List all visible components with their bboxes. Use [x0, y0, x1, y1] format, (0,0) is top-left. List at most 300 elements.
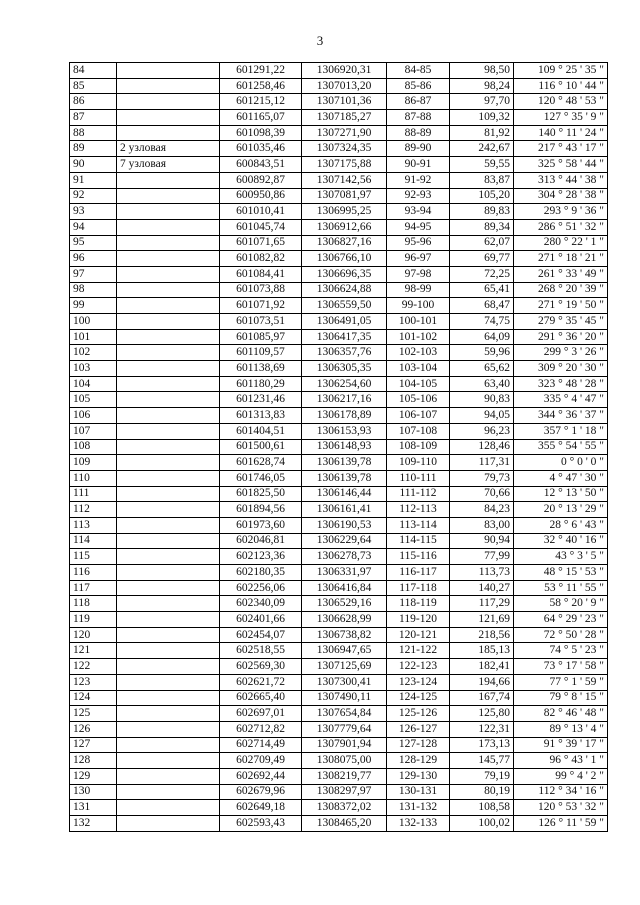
- segment-cell: 125-126: [387, 706, 450, 722]
- x-coordinate-cell: 601098,39: [220, 125, 302, 141]
- x-coordinate-cell: 601291,22: [220, 63, 302, 79]
- x-coordinate-cell: 601894,56: [220, 502, 302, 518]
- direction-angle-cell: 43 ° 3 ' 5 ": [514, 549, 608, 565]
- direction-angle-cell: 28 ° 6 ' 43 ": [514, 517, 608, 533]
- point-number-cell: 118: [70, 596, 117, 612]
- point-number-cell: 124: [70, 690, 117, 706]
- point-number-cell: 131: [70, 800, 117, 816]
- point-note-cell: [117, 345, 220, 361]
- x-coordinate-cell: 602401,66: [220, 612, 302, 628]
- point-note-cell: [117, 674, 220, 690]
- x-coordinate-cell: 601073,51: [220, 314, 302, 330]
- point-number-cell: 85: [70, 78, 117, 94]
- point-number-cell: 88: [70, 125, 117, 141]
- x-coordinate-cell: 602180,35: [220, 565, 302, 581]
- y-coordinate-cell: 1306357,76: [302, 345, 387, 361]
- x-coordinate-cell: 602649,18: [220, 800, 302, 816]
- point-note-cell: [117, 768, 220, 784]
- direction-angle-cell: 120 ° 48 ' 53 ": [514, 94, 608, 110]
- direction-angle-cell: 89 ° 13 ' 4 ": [514, 721, 608, 737]
- x-coordinate-cell: 601746,05: [220, 470, 302, 486]
- y-coordinate-cell: 1308465,20: [302, 816, 387, 832]
- segment-length-cell: 70,66: [450, 486, 514, 502]
- page-number: 3: [316, 33, 324, 48]
- segment-cell: 114-115: [387, 533, 450, 549]
- point-number-cell: 105: [70, 392, 117, 408]
- point-note-cell: [117, 690, 220, 706]
- point-note-cell: [117, 282, 220, 298]
- y-coordinate-cell: 1306947,65: [302, 643, 387, 659]
- point-note-cell: [117, 439, 220, 455]
- direction-angle-cell: 299 ° 3 ' 26 ": [514, 345, 608, 361]
- segment-length-cell: 74,75: [450, 314, 514, 330]
- segment-length-cell: 194,66: [450, 674, 514, 690]
- x-coordinate-cell: 601313,83: [220, 408, 302, 424]
- direction-angle-cell: 20 ° 13 ' 29 ": [514, 502, 608, 518]
- y-coordinate-cell: 1308219,77: [302, 768, 387, 784]
- table-row: [70, 172, 608, 188]
- segment-cell: 120-121: [387, 627, 450, 643]
- point-number-cell: 128: [70, 753, 117, 769]
- segment-cell: 87-88: [387, 110, 450, 126]
- segment-length-cell: 145,77: [450, 753, 514, 769]
- direction-angle-cell: 72 ° 50 ' 28 ": [514, 627, 608, 643]
- direction-angle-cell: 279 ° 35 ' 45 ": [514, 314, 608, 330]
- table-row: [70, 314, 608, 330]
- y-coordinate-cell: 1306146,44: [302, 486, 387, 502]
- table-row: [70, 298, 608, 314]
- table-row: [70, 643, 608, 659]
- point-note-cell: [117, 125, 220, 141]
- point-note-cell: [117, 63, 220, 79]
- segment-length-cell: 218,56: [450, 627, 514, 643]
- point-note-cell: [117, 455, 220, 471]
- segment-length-cell: 98,24: [450, 78, 514, 94]
- segment-length-cell: 69,77: [450, 251, 514, 267]
- segment-length-cell: 105,20: [450, 188, 514, 204]
- point-note-cell: [117, 517, 220, 533]
- x-coordinate-cell: 601165,07: [220, 110, 302, 126]
- table-row: [70, 784, 608, 800]
- point-number-cell: 98: [70, 282, 117, 298]
- x-coordinate-cell: 601071,65: [220, 235, 302, 251]
- y-coordinate-cell: 1308075,00: [302, 753, 387, 769]
- segment-cell: 121-122: [387, 643, 450, 659]
- segment-cell: 131-132: [387, 800, 450, 816]
- direction-angle-cell: 109 ° 25 ' 35 ": [514, 63, 608, 79]
- y-coordinate-cell: 1306139,78: [302, 470, 387, 486]
- segment-cell: 130-131: [387, 784, 450, 800]
- point-note-cell: [117, 659, 220, 675]
- point-number-cell: 106: [70, 408, 117, 424]
- segment-cell: 106-107: [387, 408, 450, 424]
- point-number-cell: 107: [70, 423, 117, 439]
- x-coordinate-cell: 601035,46: [220, 141, 302, 157]
- point-number-cell: 130: [70, 784, 117, 800]
- y-coordinate-cell: 1306738,82: [302, 627, 387, 643]
- direction-angle-cell: 4 ° 47 ' 30 ": [514, 470, 608, 486]
- segment-cell: 112-113: [387, 502, 450, 518]
- direction-angle-cell: 120 ° 53 ' 32 ": [514, 800, 608, 816]
- direction-angle-cell: 309 ° 20 ' 30 ": [514, 361, 608, 377]
- x-coordinate-cell: 602692,44: [220, 768, 302, 784]
- table-row: [70, 502, 608, 518]
- y-coordinate-cell: 1307081,97: [302, 188, 387, 204]
- segment-cell: 108-109: [387, 439, 450, 455]
- y-coordinate-cell: 1306995,25: [302, 204, 387, 220]
- table-row: [70, 78, 608, 94]
- point-note-cell: [117, 423, 220, 439]
- direction-angle-cell: 323 ° 48 ' 28 ": [514, 376, 608, 392]
- y-coordinate-cell: 1306827,16: [302, 235, 387, 251]
- segment-length-cell: 72,25: [450, 266, 514, 282]
- y-coordinate-cell: 1307901,94: [302, 737, 387, 753]
- x-coordinate-cell: 602454,07: [220, 627, 302, 643]
- point-note-cell: [117, 753, 220, 769]
- segment-length-cell: 59,55: [450, 157, 514, 173]
- point-number-cell: 99: [70, 298, 117, 314]
- direction-angle-cell: 116 ° 10 ' 44 ": [514, 78, 608, 94]
- table-row: [70, 486, 608, 502]
- table-row: [70, 392, 608, 408]
- segment-cell: 98-99: [387, 282, 450, 298]
- x-coordinate-cell: 602665,40: [220, 690, 302, 706]
- segment-cell: 116-117: [387, 565, 450, 581]
- y-coordinate-cell: 1306139,78: [302, 455, 387, 471]
- segment-length-cell: 63,40: [450, 376, 514, 392]
- x-coordinate-cell: 601628,74: [220, 455, 302, 471]
- table-row: [70, 110, 608, 126]
- direction-angle-cell: 140 ° 11 ' 24 ": [514, 125, 608, 141]
- segment-length-cell: 65,41: [450, 282, 514, 298]
- point-note-cell: [117, 361, 220, 377]
- segment-cell: 105-106: [387, 392, 450, 408]
- table-row: [70, 157, 608, 173]
- direction-angle-cell: 79 ° 8 ' 15 ": [514, 690, 608, 706]
- x-coordinate-cell: 601138,69: [220, 361, 302, 377]
- point-number-cell: 101: [70, 329, 117, 345]
- segment-cell: 94-95: [387, 219, 450, 235]
- segment-length-cell: 83,00: [450, 517, 514, 533]
- y-coordinate-cell: 1306628,99: [302, 612, 387, 628]
- segment-length-cell: 83,87: [450, 172, 514, 188]
- point-note-cell: [117, 533, 220, 549]
- point-number-cell: 112: [70, 502, 117, 518]
- point-note-cell: [117, 627, 220, 643]
- direction-angle-cell: 91 ° 39 ' 17 ": [514, 737, 608, 753]
- point-number-cell: 87: [70, 110, 117, 126]
- point-note-cell: [117, 502, 220, 518]
- segment-cell: 128-129: [387, 753, 450, 769]
- table-row: [70, 376, 608, 392]
- table-row: [70, 800, 608, 816]
- x-coordinate-cell: 602340,09: [220, 596, 302, 612]
- y-coordinate-cell: 1307125,69: [302, 659, 387, 675]
- segment-cell: 99-100: [387, 298, 450, 314]
- table-row: [70, 549, 608, 565]
- point-note-cell: [117, 580, 220, 596]
- segment-cell: 103-104: [387, 361, 450, 377]
- direction-angle-cell: 335 ° 4 ' 47 ": [514, 392, 608, 408]
- direction-angle-cell: 126 ° 11 ' 59 ": [514, 816, 608, 832]
- point-number-cell: 95: [70, 235, 117, 251]
- point-number-cell: 104: [70, 376, 117, 392]
- segment-cell: 126-127: [387, 721, 450, 737]
- direction-angle-cell: 12 ° 13 ' 50 ": [514, 486, 608, 502]
- segment-length-cell: 59,96: [450, 345, 514, 361]
- direction-angle-cell: 286 ° 51 ' 32 ": [514, 219, 608, 235]
- coordinates-table: [69, 62, 608, 832]
- x-coordinate-cell: 601109,57: [220, 345, 302, 361]
- table-row: [70, 266, 608, 282]
- point-note-cell: [117, 314, 220, 330]
- segment-cell: 100-101: [387, 314, 450, 330]
- segment-length-cell: 90,94: [450, 533, 514, 549]
- table-row: [70, 219, 608, 235]
- point-note-cell: [117, 596, 220, 612]
- table-row: [70, 768, 608, 784]
- segment-cell: 85-86: [387, 78, 450, 94]
- direction-angle-cell: 96 ° 43 ' 1 ": [514, 753, 608, 769]
- table-row: [70, 721, 608, 737]
- y-coordinate-cell: 1306254,60: [302, 376, 387, 392]
- table-row: [70, 470, 608, 486]
- segment-length-cell: 108,58: [450, 800, 514, 816]
- point-note-cell: [117, 470, 220, 486]
- table-row: [70, 816, 608, 832]
- x-coordinate-cell: 601973,60: [220, 517, 302, 533]
- point-note-cell: [117, 737, 220, 753]
- y-coordinate-cell: 1306153,93: [302, 423, 387, 439]
- direction-angle-cell: 268 ° 20 ' 39 ": [514, 282, 608, 298]
- table-row: [70, 533, 608, 549]
- point-note-cell: [117, 816, 220, 832]
- direction-angle-cell: 271 ° 19 ' 50 ": [514, 298, 608, 314]
- point-note-cell: [117, 94, 220, 110]
- y-coordinate-cell: 1307779,64: [302, 721, 387, 737]
- point-number-cell: 132: [70, 816, 117, 832]
- x-coordinate-cell: 600892,87: [220, 172, 302, 188]
- y-coordinate-cell: 1306416,84: [302, 580, 387, 596]
- table-row: [70, 94, 608, 110]
- y-coordinate-cell: 1306148,93: [302, 439, 387, 455]
- point-number-cell: 94: [70, 219, 117, 235]
- point-number-cell: 90: [70, 157, 117, 173]
- point-number-cell: 126: [70, 721, 117, 737]
- segment-length-cell: 64,09: [450, 329, 514, 345]
- direction-angle-cell: 74 ° 5 ' 23 ": [514, 643, 608, 659]
- y-coordinate-cell: 1307271,90: [302, 125, 387, 141]
- segment-length-cell: 65,62: [450, 361, 514, 377]
- direction-angle-cell: 217 ° 43 ' 17 ": [514, 141, 608, 157]
- segment-cell: 95-96: [387, 235, 450, 251]
- point-number-cell: 92: [70, 188, 117, 204]
- point-note-cell: [117, 266, 220, 282]
- x-coordinate-cell: 602593,43: [220, 816, 302, 832]
- segment-cell: 123-124: [387, 674, 450, 690]
- segment-cell: 93-94: [387, 204, 450, 220]
- point-note-cell: [117, 408, 220, 424]
- direction-angle-cell: 261 ° 33 ' 49 ": [514, 266, 608, 282]
- direction-angle-cell: 280 ° 22 ' 1 ": [514, 235, 608, 251]
- x-coordinate-cell: 602712,82: [220, 721, 302, 737]
- segment-cell: 104-105: [387, 376, 450, 392]
- direction-angle-cell: 304 ° 28 ' 38 ": [514, 188, 608, 204]
- table-row: [70, 565, 608, 581]
- point-number-cell: 91: [70, 172, 117, 188]
- point-number-cell: 115: [70, 549, 117, 565]
- x-coordinate-cell: 601215,12: [220, 94, 302, 110]
- segment-cell: 122-123: [387, 659, 450, 675]
- segment-length-cell: 68,47: [450, 298, 514, 314]
- point-note-cell: [117, 800, 220, 816]
- segment-cell: 132-133: [387, 816, 450, 832]
- segment-cell: 91-92: [387, 172, 450, 188]
- segment-cell: 119-120: [387, 612, 450, 628]
- direction-angle-cell: 271 ° 18 ' 21 ": [514, 251, 608, 267]
- point-number-cell: 111: [70, 486, 117, 502]
- segment-length-cell: 97,70: [450, 94, 514, 110]
- direction-angle-cell: 357 ° 1 ' 18 ": [514, 423, 608, 439]
- point-note-cell: [117, 486, 220, 502]
- point-note-cell: [117, 78, 220, 94]
- segment-cell: 113-114: [387, 517, 450, 533]
- segment-cell: 118-119: [387, 596, 450, 612]
- point-number-cell: 100: [70, 314, 117, 330]
- point-number-cell: 116: [70, 565, 117, 581]
- y-coordinate-cell: 1306331,97: [302, 565, 387, 581]
- table-row: [70, 737, 608, 753]
- x-coordinate-cell: 601084,41: [220, 266, 302, 282]
- y-coordinate-cell: 1307013,20: [302, 78, 387, 94]
- y-coordinate-cell: 1307324,35: [302, 141, 387, 157]
- segment-length-cell: 121,69: [450, 612, 514, 628]
- x-coordinate-cell: 601404,51: [220, 423, 302, 439]
- segment-length-cell: 84,23: [450, 502, 514, 518]
- point-note-cell: [117, 376, 220, 392]
- y-coordinate-cell: 1306491,05: [302, 314, 387, 330]
- y-coordinate-cell: 1307142,56: [302, 172, 387, 188]
- table-row: [70, 596, 608, 612]
- segment-cell: 97-98: [387, 266, 450, 282]
- segment-cell: 109-110: [387, 455, 450, 471]
- table-row: [70, 690, 608, 706]
- x-coordinate-cell: 601180,29: [220, 376, 302, 392]
- point-number-cell: 119: [70, 612, 117, 628]
- table-row: [70, 345, 608, 361]
- segment-cell: 127-128: [387, 737, 450, 753]
- point-note-cell: [117, 565, 220, 581]
- x-coordinate-cell: 602569,30: [220, 659, 302, 675]
- y-coordinate-cell: 1307300,41: [302, 674, 387, 690]
- segment-cell: 84-85: [387, 63, 450, 79]
- table-row: [70, 627, 608, 643]
- y-coordinate-cell: 1307654,84: [302, 706, 387, 722]
- table-row: [70, 612, 608, 628]
- point-note-cell: [117, 251, 220, 267]
- y-coordinate-cell: 1306417,35: [302, 329, 387, 345]
- x-coordinate-cell: 601082,82: [220, 251, 302, 267]
- segment-cell: 86-87: [387, 94, 450, 110]
- segment-length-cell: 117,29: [450, 596, 514, 612]
- segment-cell: 107-108: [387, 423, 450, 439]
- point-note-cell: [117, 172, 220, 188]
- segment-length-cell: 89,34: [450, 219, 514, 235]
- segment-cell: 111-112: [387, 486, 450, 502]
- x-coordinate-cell: 602621,72: [220, 674, 302, 690]
- segment-cell: 117-118: [387, 580, 450, 596]
- point-number-cell: 96: [70, 251, 117, 267]
- direction-angle-cell: 293 ° 9 ' 36 ": [514, 204, 608, 220]
- y-coordinate-cell: 1307175,88: [302, 157, 387, 173]
- y-coordinate-cell: 1306766,10: [302, 251, 387, 267]
- point-number-cell: 125: [70, 706, 117, 722]
- point-number-cell: 122: [70, 659, 117, 675]
- segment-cell: 124-125: [387, 690, 450, 706]
- point-note-cell: [117, 706, 220, 722]
- segment-length-cell: 90,83: [450, 392, 514, 408]
- table-row: [70, 408, 608, 424]
- segment-length-cell: 81,92: [450, 125, 514, 141]
- table-row: [70, 329, 608, 345]
- point-note-cell: 2 узловая: [117, 141, 220, 157]
- segment-length-cell: 185,13: [450, 643, 514, 659]
- segment-length-cell: 113,73: [450, 565, 514, 581]
- segment-length-cell: 62,07: [450, 235, 514, 251]
- x-coordinate-cell: 601010,41: [220, 204, 302, 220]
- point-number-cell: 121: [70, 643, 117, 659]
- segment-length-cell: 125,80: [450, 706, 514, 722]
- point-note-cell: [117, 219, 220, 235]
- segment-length-cell: 79,19: [450, 768, 514, 784]
- y-coordinate-cell: 1306178,89: [302, 408, 387, 424]
- point-number-cell: 129: [70, 768, 117, 784]
- y-coordinate-cell: 1306161,41: [302, 502, 387, 518]
- y-coordinate-cell: 1306305,35: [302, 361, 387, 377]
- segment-length-cell: 98,50: [450, 63, 514, 79]
- segment-length-cell: 94,05: [450, 408, 514, 424]
- x-coordinate-cell: 602518,55: [220, 643, 302, 659]
- point-number-cell: 114: [70, 533, 117, 549]
- segment-length-cell: 167,74: [450, 690, 514, 706]
- point-number-cell: 108: [70, 439, 117, 455]
- segment-length-cell: 79,73: [450, 470, 514, 486]
- table-row: [70, 439, 608, 455]
- direction-angle-cell: 53 ° 11 ' 55 ": [514, 580, 608, 596]
- table-row: [70, 188, 608, 204]
- segment-cell: 129-130: [387, 768, 450, 784]
- y-coordinate-cell: 1306912,66: [302, 219, 387, 235]
- table-row: [70, 235, 608, 251]
- x-coordinate-cell: 601071,92: [220, 298, 302, 314]
- y-coordinate-cell: 1306920,31: [302, 63, 387, 79]
- point-number-cell: 89: [70, 141, 117, 157]
- direction-angle-cell: 64 ° 29 ' 23 ": [514, 612, 608, 628]
- x-coordinate-cell: 601231,46: [220, 392, 302, 408]
- point-note-cell: [117, 298, 220, 314]
- point-number-cell: 113: [70, 517, 117, 533]
- segment-length-cell: 109,32: [450, 110, 514, 126]
- y-coordinate-cell: 1307185,27: [302, 110, 387, 126]
- table-row: [70, 706, 608, 722]
- table-row: [70, 517, 608, 533]
- segment-cell: 88-89: [387, 125, 450, 141]
- point-number-cell: 86: [70, 94, 117, 110]
- point-note-cell: [117, 329, 220, 345]
- direction-angle-cell: 325 ° 58 ' 44 ": [514, 157, 608, 173]
- segment-length-cell: 77,99: [450, 549, 514, 565]
- x-coordinate-cell: 602714,49: [220, 737, 302, 753]
